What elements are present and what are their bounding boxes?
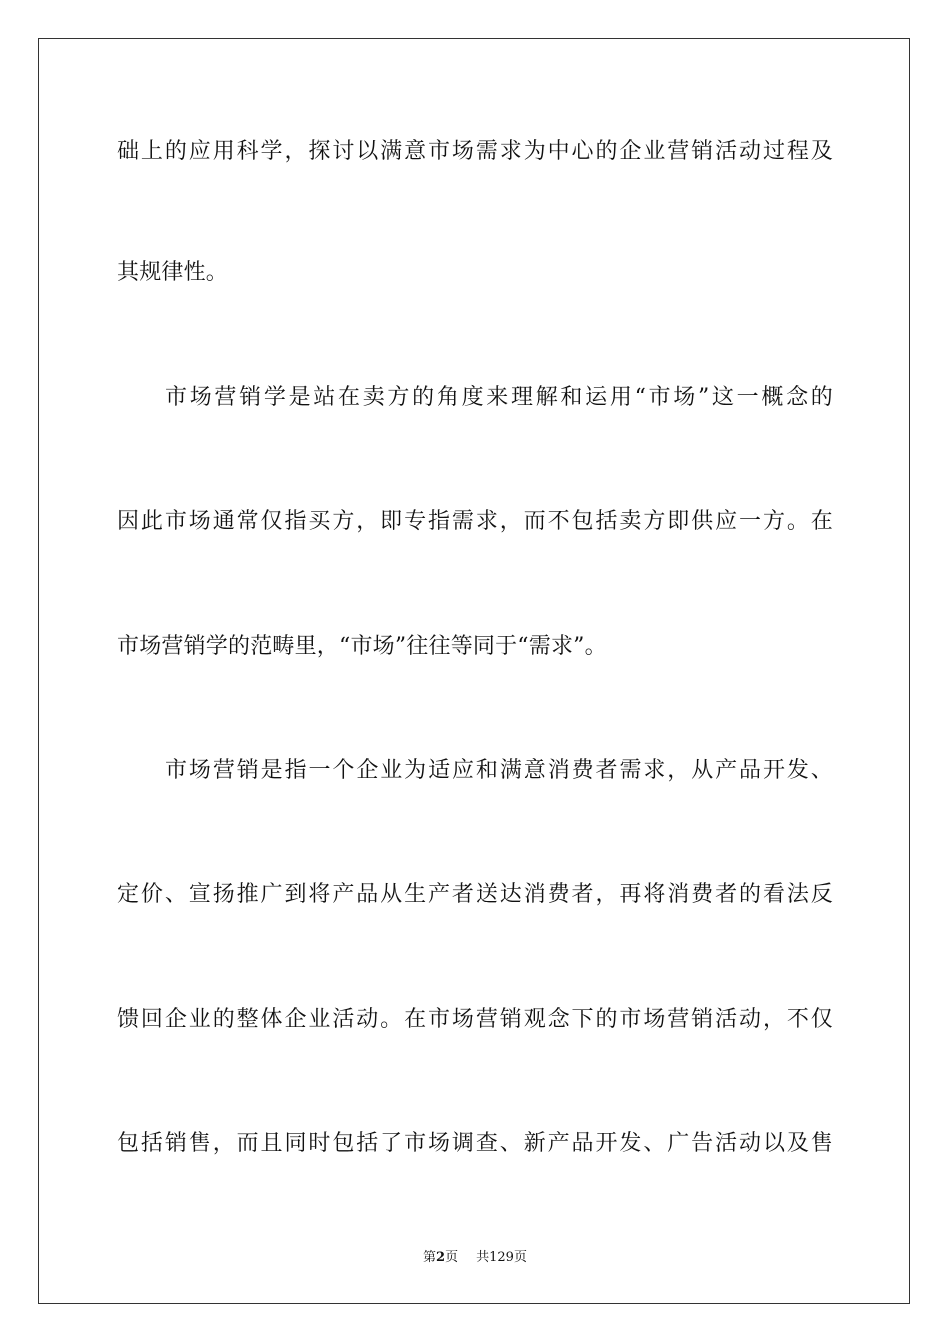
page-label-suffix: 页 (445, 1250, 459, 1265)
page-label-prefix: 第 (423, 1250, 437, 1265)
text-line: 础上的应用科学，探讨以满意市场需求为中心的企业营销活动过程及 (117, 139, 833, 164)
total-label-suffix: 页 (513, 1250, 527, 1265)
total-pages: 129 (489, 1250, 514, 1265)
text-line: 其规律性。 (117, 260, 229, 285)
text-line: 市场营销学的范畴里，“市场”往往等同于“需求”。 (117, 634, 607, 659)
text-line: 定价、宣扬推广到将产品从生产者送达消费者，再将消费者的看法反 (117, 882, 833, 907)
text-line: 因此市场通常仅指买方，即专指需求，而不包括卖方即供应一方。在 (117, 509, 833, 534)
page-border (38, 38, 910, 1304)
paragraph-start-line: 市场营销学是站在卖方的角度来理解和运用“市场”这一概念的 (165, 385, 833, 410)
page-footer (0, 1246, 950, 1265)
text-line: 馈回企业的整体企业活动。在市场营销观念下的市场营销活动，不仅 (117, 1007, 833, 1032)
paragraph-start-line: 市场营销是指一个企业为适应和满意消费者需求，从产品开发、 (165, 758, 833, 783)
text-line: 包括销售，而且同时包括了市场调查、新产品开发、广告活动以及售 (117, 1131, 833, 1156)
page-number: 2 (436, 1250, 446, 1265)
total-label-prefix: 共 (476, 1250, 490, 1265)
